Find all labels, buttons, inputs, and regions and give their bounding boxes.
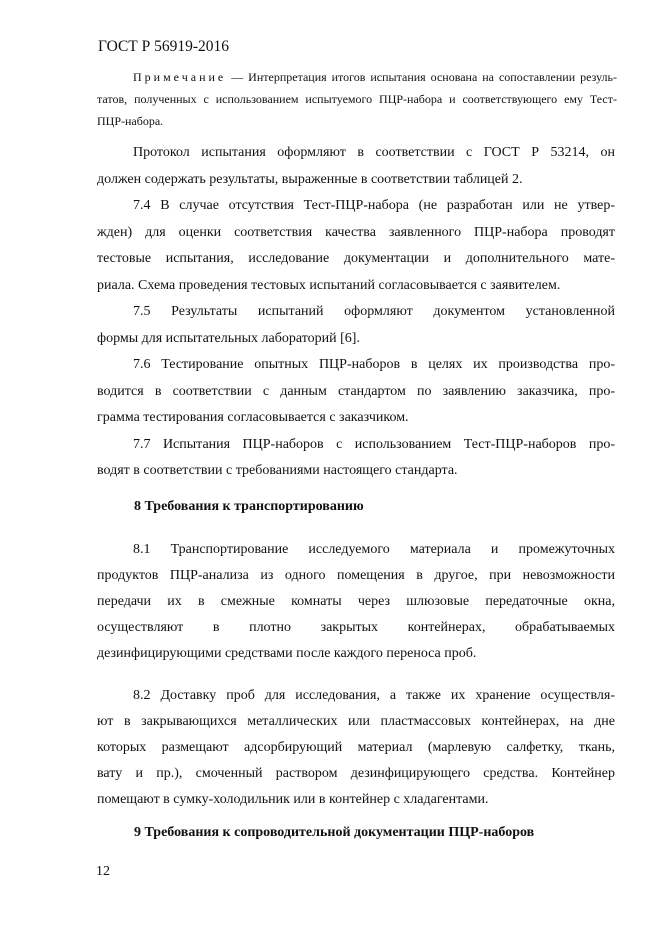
section-8-p1 [97,537,615,667]
note-line: Примечание — Интерпретация итогов испытания основана на сопоставлении резуль- [133,70,617,84]
text-line: 8.1 Транспортирование исследуемого материала и промежуточных [133,542,615,557]
text-line: 7.4 В случае отсутствия Тест-ПЦР-набора (не разработан или не утвер- [133,198,615,213]
document-code-header: ГОСТ Р 56919-2016 [98,38,230,55]
section-9-heading: 9 Требования к сопроводительной документации ПЦР-наборов [134,825,535,840]
text-line: 7.7 Испытания ПЦР-наборов с использованием Тест-ПЦР-наборов про- [133,436,615,452]
text-line: 8.2 Доставку проб для исследования, а также их хранение осуществля- [133,688,615,703]
text-line: жден) для оценки соответствия качества заявленного ПЦР-набора проводят [97,224,615,240]
paragraph-protocol [97,140,615,193]
section-8-p2 [97,683,615,813]
note-line: татов, полученных с использованием испытуемого ПЦР-набора и соответствующего ему Тест- [97,92,617,106]
text-line: 7.6 Тестирование опытных ПЦР-наборов в целях их производства про- [133,357,615,372]
page-number: 12 [96,864,110,879]
text-line: вату и пр.), смоченный раствором дезинфицирующего средства. Контейнер [97,766,615,781]
text-line: передачи их в смежные комнаты через шлюзовые передаточные окна, [97,594,615,609]
text-line: риала. Схема проведения тестовых испытаний согласовывается с заявителем. [97,277,561,293]
note-line: ПЦР-набора. [97,114,164,128]
text-line: ют в закрывающихся металлических или пластмассовых контейнерах, на дне [97,714,615,729]
note-label: Примечание [133,70,227,84]
text-line: дезинфицирующими средствами после каждого переноса проб. [97,646,477,661]
body-text [97,140,615,485]
paragraph-7-7 [97,432,615,485]
paragraph-7-5 [97,299,615,352]
text-line: Протокол испытания оформляют в соответствии с ГОСТ Р 53214, он [133,145,615,160]
text-line: которых размещают адсорбирующий материал (марлевую салфетку, ткань, [97,740,615,755]
text-line: осуществляют в плотно закрытых контейнерах, обрабатываемых [97,620,615,635]
section-8-heading: 8 Требования к транспортированию [134,499,364,514]
note-block [97,66,617,132]
paragraph-7-6 [97,352,615,432]
text-line: 7.5 Результаты испытаний оформляют документом установленной [133,304,615,319]
paragraph-7-4 [97,193,615,299]
text-line: продуктов ПЦР-анализа из одного помещения в другое, при невозможности [97,568,615,583]
text-line: водится в соответствии с данным стандартом по заявлению заказчика, про- [97,383,615,399]
text-line: должен содержать результаты, выраженные в соответствии таблицей 2. [97,171,523,187]
text-line: формы для испытательных лабораторий [6]. [97,330,360,346]
text-line: помещают в сумку-холодильник или в контейнер с хладагентами. [97,792,489,807]
text-line: тестовые испытания, исследование документации и дополнительного мате- [97,251,615,266]
text-line: водят в соответствии с требованиями настоящего стандарта. [97,463,458,478]
text-line: грамма тестирования согласовывается с заказчиком. [97,410,409,425]
